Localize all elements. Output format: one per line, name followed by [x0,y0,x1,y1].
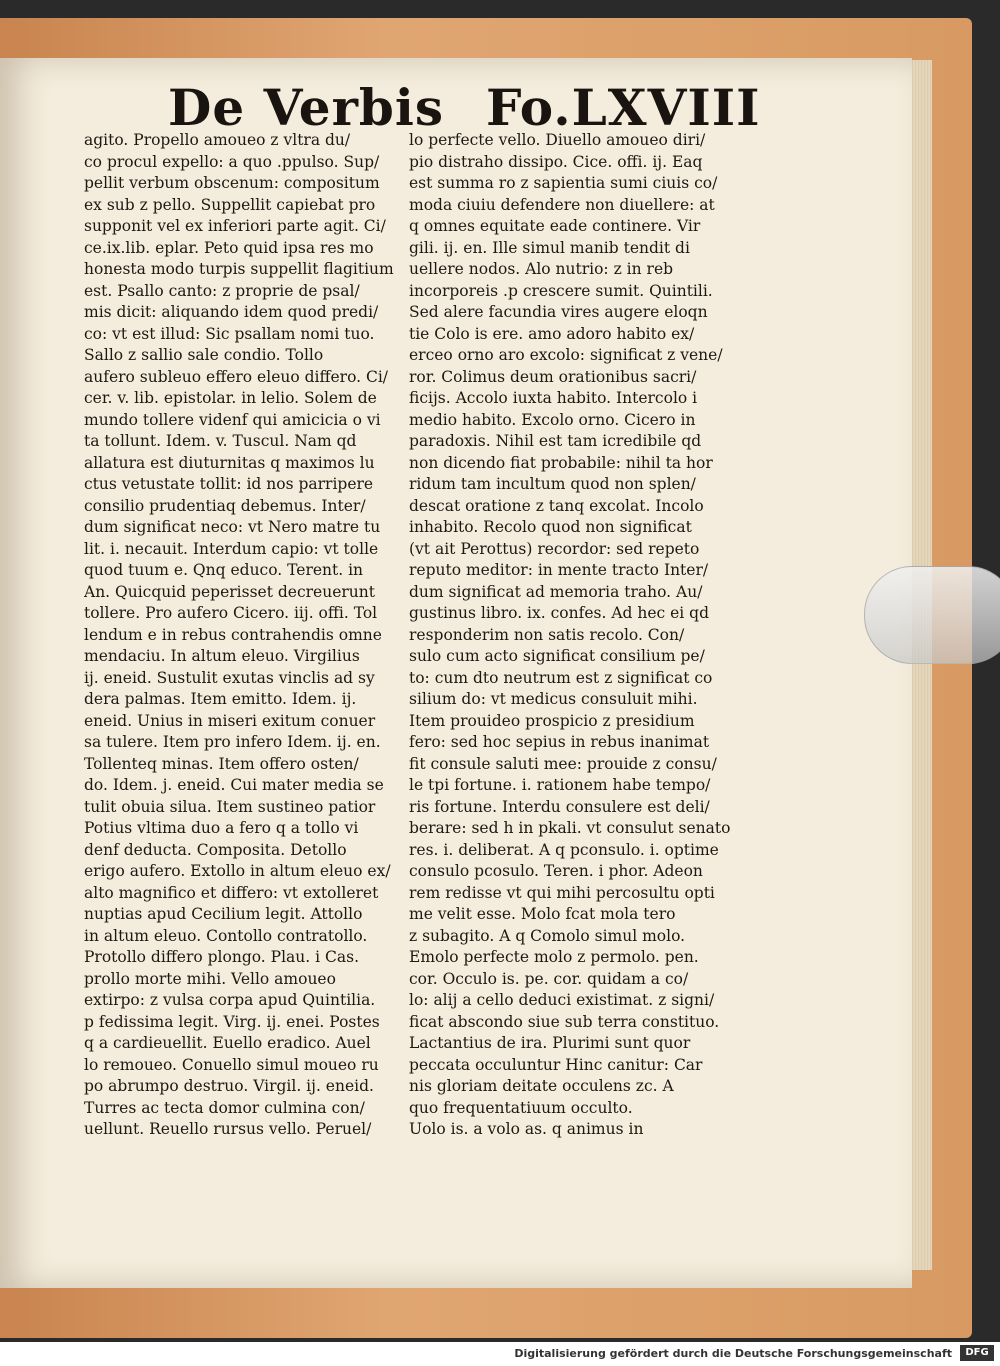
text-line: tie Colo is ere. amo adoro habito ex/ [409,324,695,343]
text-line: co: vt est illud: Sic psallam nomi tuo. [84,324,375,343]
folio-number: Fo.LXVIII [486,78,761,137]
text-line: uellunt. Reuello rursus vello. Peruel/ [84,1120,372,1138]
text-line: in altum eleuo. Contollo contratollo. [84,926,368,945]
text-line: aufero subleuo effero eleuo differo. Ci/ [84,367,389,386]
text-line: mendaciu. In altum eleuo. Virgilius [84,647,360,665]
running-title: De Verbis [168,78,445,137]
page-marker-tab [864,566,1000,664]
text-line: gili. ij. en. Ille simul manib tendit di [409,238,690,257]
text-line: Potius vltima duo a fero q a tollo vi [84,819,359,837]
text-line: agito. Propello amoueo z vltra du/ [84,131,351,149]
dfg-logo: DFG [960,1345,994,1361]
text-line: nuptias apud Cecilium legit. Attollo [84,905,363,923]
text-line: paradoxis. Nihil est tam icredibile qd [409,432,702,450]
text-line: lendum e in rebus contrahendis omne [84,625,382,644]
text-line: fit consule saluti mee: prouide z consu/ [409,754,717,773]
text-line: medio habito. Excolo orno. Cicero in [409,410,696,429]
text-line: ridum tam incultum quod non splen/ [409,475,696,493]
text-line: Tollenteq minas. Item offero osten/ [84,754,359,773]
text-line: ror. Colimus deum orationibus sacri/ [409,367,697,386]
text-line: ris fortune. Interdu consulere est deli/ [409,797,710,816]
text-line: silium do: vt medicus consuluit mihi. [409,690,698,708]
text-line: allatura est diuturnitas q maximos lu [84,453,375,472]
text-line: gustinus libro. ix. confes. Ad hec ei qd [409,604,710,622]
text-line: est summa ro z sapientia sumi ciuis co/ [409,174,718,192]
text-line: Lactantius de ira. Plurimi sunt quor [409,1034,691,1052]
text-line: Sed alere facundia vires augere eloqn [409,303,708,321]
text-line: sa tulere. Item pro infero Idem. ij. en. [84,733,381,751]
text-line: lo remoueo. Conuello simul moueo ru [84,1055,379,1074]
left-text-column [84,130,410,1141]
text-line: do. Idem. j. eneid. Cui mater media se [84,776,384,794]
text-line: to: cum dto neutrum est z significat co [409,668,713,687]
text-line: ctus vetustate tollit: id nos parripere [84,475,374,493]
text-line: responderim non satis recolo. Con/ [409,625,685,644]
text-line: alto magnifico et differo: vt extolleret [84,883,379,902]
text-line: non dicendo fiat probabile: nihil ta hor [409,453,713,472]
text-line: quo frequentatiuum occulto. [409,1098,633,1117]
text-line: berare: sed h in pkali. vt consulut senato [409,819,731,837]
text-line: honesta modo turpis suppellit flagitium [84,260,394,278]
text-line: mundo tollere videnf qui amicicia o vi [84,410,381,429]
text-line: est. Psallo canto: z proprie de psal/ [84,281,360,300]
text-line: q a cardieuellit. Euello eradico. Auel [84,1034,371,1052]
text-line: uellere nodos. Alo nutrio: z in reb [409,260,674,278]
text-line: quod tuum e. Qnq educo. Terent. in [84,561,364,579]
text-line: inhabito. Recolo quod non significat [409,518,692,536]
text-line: ex sub z pello. Suppellit capiebat pro [84,195,376,214]
text-line: ta tollunt. Idem. v. Tuscul. Nam qd [84,432,357,450]
text-line: cor. Occulo is. pe. cor. quidam a co/ [409,969,689,988]
text-line: consulo pcosulo. Teren. i phor. Adeon [409,862,703,880]
text-line: tulit obuia silua. Item sustineo patior [84,797,376,816]
text-line: lo: alij a cello deduci existimat. z signi/ [409,991,715,1009]
text-line: consilio prudentiaq debemus. Inter/ [84,496,366,515]
text-line: le tpi fortune. i. rationem habe tempo/ [409,776,711,794]
text-line: sulo cum acto significat consilium pe/ [409,647,705,665]
text-line: moda ciuiu defendere non diuellere: at [409,195,715,214]
text-line: pio distraho dissipo. Cice. offi. ij. Eaq [409,152,703,171]
text-line: mis dicit: aliquando idem quod predi/ [84,303,379,321]
text-line: incorporeis .p crescere sumit. Quintili. [409,281,713,300]
text-line: ce.ix.lib. eplar. Peto quid ipsa res mo [84,238,374,257]
text-line: co procul expello: a quo .ppulso. Sup/ [84,152,380,171]
text-line: prollo morte mihi. Vello amoueo [84,969,336,988]
text-line: z subagito. A q Comolo simul molo. [409,926,686,945]
text-line: tollere. Pro aufero Cicero. iij. offi. Tol [84,604,378,622]
funding-credit: Digitalisierung gefördert durch die Deutsche Forschungsgemeinschaft [514,1347,952,1360]
text-line: po abrumpo destruo. Virgil. ij. eneid. [84,1077,374,1095]
text-line: erigo aufero. Extollo in altum eleuo ex/ [84,862,391,880]
text-line: (vt ait Perottus) recordor: sed repeto [409,539,700,558]
text-line: erceo orno aro excolo: significat z vene/ [409,346,723,364]
right-text-column [409,130,735,1141]
text-line: res. i. deliberat. A q pconsulo. i. optime [409,840,719,859]
text-line: dera palmas. Item emitto. Idem. ij. [84,690,357,708]
text-line: extirpo: z vulsa corpa apud Quintilia. [84,991,376,1009]
text-line: eneid. Unius in miseri exitum conuer [84,711,376,730]
text-line: cer. v. lib. epistolar. in lelio. Solem de [84,389,377,407]
text-line: Protollo differo plongo. Plau. i Cas. [84,948,359,966]
text-line: dum significat ad memoria traho. Au/ [409,582,703,601]
text-line: p fedissima legit. Virg. ij. enei. Postes [84,1012,380,1031]
text-line: Uolo is. a volo as. q animus in [409,1120,644,1138]
text-line: Emolo perfecte molo z permolo. pen. [409,948,699,966]
text-line: ficijs. Accolo iuxta habito. Intercolo i [409,389,698,407]
text-line: dum significat neco: vt Nero matre tu [84,518,381,536]
text-line: Sallo z sallio sale condio. Tollo [84,346,324,364]
text-line: peccata occuluntur Hinc canitur: Car [409,1055,703,1074]
text-line: denf deducta. Composita. Detollo [84,840,347,859]
text-line: nis gloriam deitate occulens zc. A [409,1077,674,1095]
text-line: Turres ac tecta domor culmina con/ [84,1098,365,1117]
text-line: me velit esse. Molo fcat mola tero [409,905,676,923]
text-line: reputo meditor: in mente tracto Inter/ [409,561,709,579]
text-line: ficat abscondo siue sub terra constituo. [409,1012,720,1031]
footer-bar [0,1342,1000,1366]
text-line: lo perfecte vello. Diuello amoueo diri/ [409,131,706,149]
text-line: descat oratione z tanq excolat. Incolo [409,496,704,515]
text-line: q omnes equitate eade continere. Vir [409,217,701,235]
text-line: rem redisse vt qui mihi percosultu opti [409,883,715,902]
text-line: ij. eneid. Sustulit exutas vinclis ad sy [84,668,375,687]
text-line: Item prouideo prospicio z presidium [409,711,695,730]
text-line: pellit verbum obscenum: compositum [84,174,380,192]
text-line: An. Quicquid peperisset decreuerunt [84,582,375,601]
text-line: lit. i. necauit. Interdum capio: vt tolle [84,539,379,558]
text-line: supponit vel ex inferiori parte agit. Ci/ [84,217,386,235]
text-line: fero: sed hoc sepius in rebus inanimat [409,733,710,751]
